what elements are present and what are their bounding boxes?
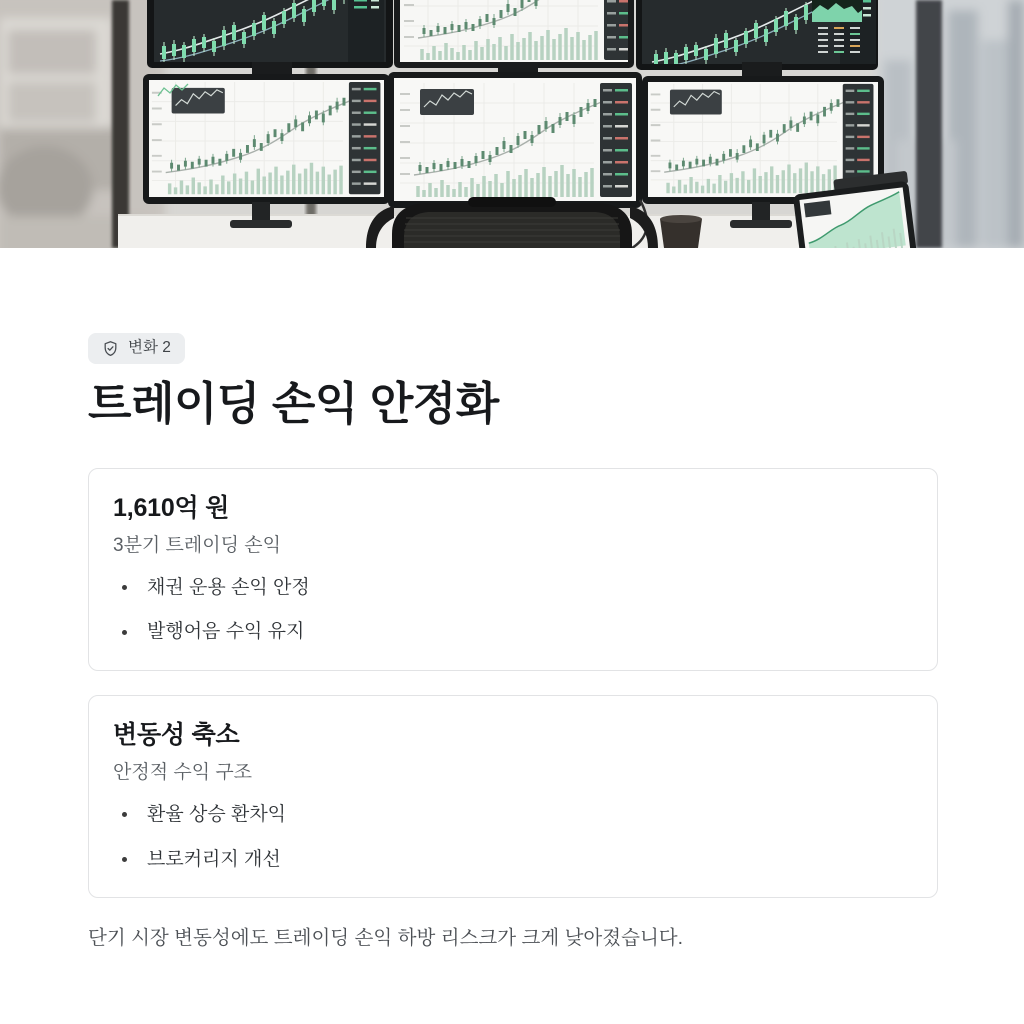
blurred-office-left bbox=[0, 0, 165, 248]
page-title: 트레이딩 손익 안정화 bbox=[88, 377, 499, 429]
trading-desk-photo bbox=[0, 0, 1024, 248]
card-volatility bbox=[88, 695, 938, 898]
status-badge bbox=[88, 333, 185, 364]
coffee-mug bbox=[660, 215, 702, 248]
bullet-text: 브로커리지 개선 bbox=[147, 848, 281, 870]
bullet-text: 발행어음 수익 유지 bbox=[147, 621, 305, 643]
card-heading: 1,610억 원 bbox=[113, 493, 230, 522]
card-quarter-pnl bbox=[88, 468, 938, 671]
bullet-dot bbox=[122, 585, 127, 590]
page-content bbox=[88, 248, 938, 952]
badge-label: 변화 2 bbox=[128, 339, 171, 356]
hero-photo bbox=[0, 0, 1024, 248]
footer-note: 단기 시장 변동성에도 트레이딩 손익 하방 리스크가 크게 낮아졌습니다. bbox=[88, 927, 684, 950]
monitor-top-middle bbox=[394, 0, 636, 68]
list-item bbox=[113, 620, 913, 644]
bullet-text: 채권 운용 손익 안정 bbox=[147, 576, 310, 598]
shield-check-icon bbox=[102, 340, 119, 357]
bullet-list bbox=[113, 576, 913, 645]
bullet-dot bbox=[122, 857, 127, 862]
card-subheading: 3분기 트레이딩 손익 bbox=[113, 534, 281, 556]
list-item bbox=[113, 803, 913, 827]
monitor-top-left bbox=[147, 0, 393, 72]
bullet-list bbox=[113, 803, 913, 872]
bullet-dot bbox=[122, 630, 127, 635]
list-item bbox=[113, 576, 913, 600]
list-item bbox=[113, 848, 913, 872]
card-heading: 변동성 축소 bbox=[113, 721, 240, 750]
bullet-dot bbox=[122, 812, 127, 817]
card-subheading: 안정적 수익 구조 bbox=[113, 762, 253, 784]
bullet-text: 환율 상승 환차익 bbox=[147, 803, 287, 825]
